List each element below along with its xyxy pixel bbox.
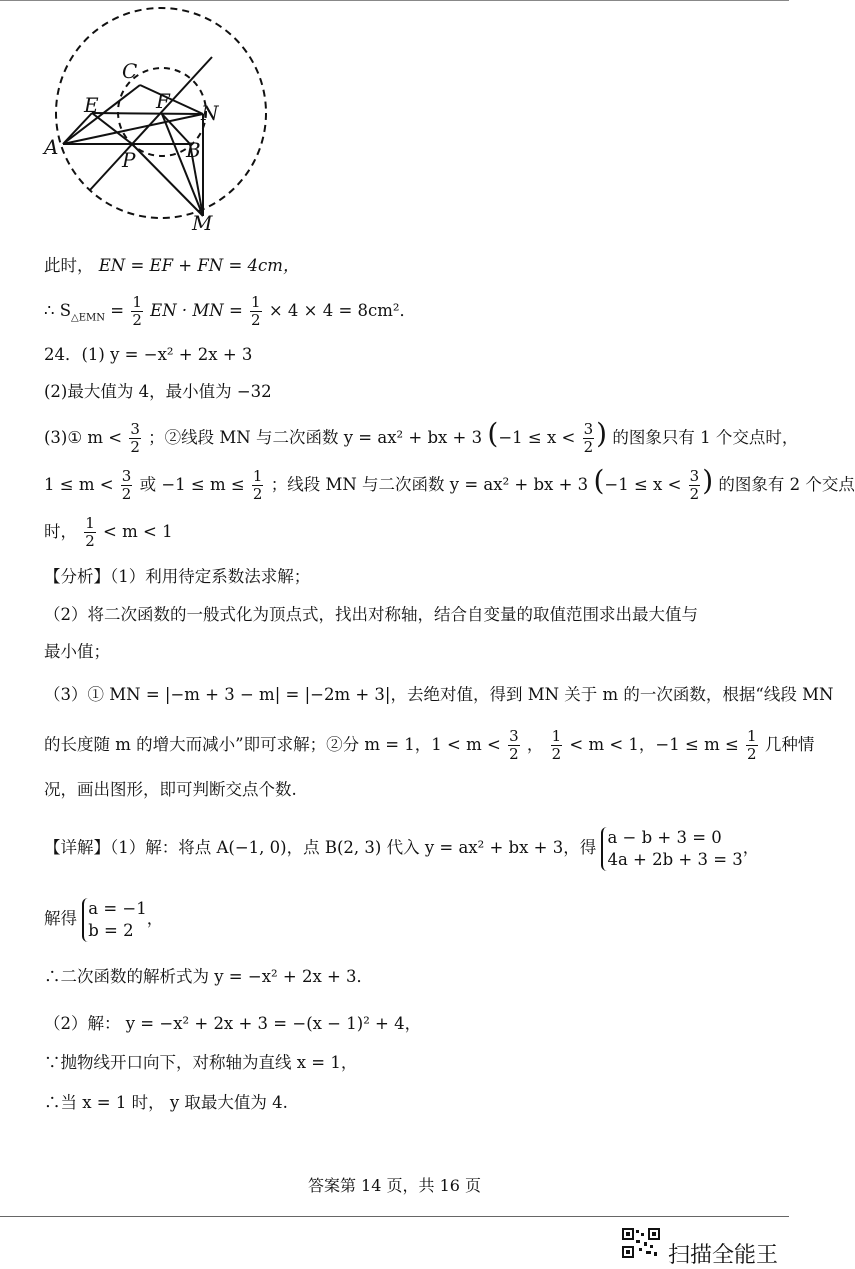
detail-4: （2）解： y = −x² + 2x + 3 = −(x − 1)² + 4，	[44, 1014, 422, 1033]
text: (3)① m <	[44, 428, 128, 447]
numerator: 1	[85, 514, 95, 532]
qr-code-icon	[622, 1228, 660, 1258]
numerator: 1	[252, 467, 263, 485]
text: ，	[526, 735, 544, 754]
equation: a = −1	[88, 898, 147, 918]
analysis-3b	[44, 727, 814, 763]
bottom-rule	[0, 1216, 789, 1217]
analysis-2a: （2）将二次函数的一般式化为顶点式，找出对称轴，结合自变量的取值范围求出最大值与	[44, 605, 698, 624]
denominator: 2	[85, 532, 95, 550]
numerator: 3	[583, 420, 594, 438]
q24-part1: 24．(1) y = −x² + 2x + 3	[44, 345, 253, 364]
text: 或 −1 ≤ m ≤	[139, 475, 250, 494]
line-at-this-time	[44, 255, 299, 277]
text: 的图象有 2 个交点	[718, 475, 855, 494]
text: < m < 1，−1 ≤ m ≤	[569, 735, 745, 754]
denominator: 2	[252, 485, 263, 503]
label-A: A	[44, 135, 59, 159]
fraction	[551, 728, 563, 763]
denominator: 2	[251, 311, 261, 329]
analysis-3c: 况，画出图形，即可判断交点个数.	[44, 780, 297, 799]
label-C: C	[122, 59, 138, 83]
paren: )	[702, 464, 714, 497]
q24-part3-line2	[44, 463, 855, 503]
analysis-3a: （3）① MN = |−m + 3 − m| = |−2m + 3|，去绝对值，得到 MN 关于 m 的一次函数，根据“线段 MN	[44, 685, 834, 704]
numerator: 1	[551, 727, 562, 745]
text: =	[105, 301, 130, 320]
label-N: N	[201, 101, 219, 125]
q24-part2: (2)最大值为 4，最小值为 −32	[44, 382, 272, 401]
fraction	[84, 515, 96, 550]
fraction	[508, 728, 520, 763]
denominator: 2	[689, 485, 700, 503]
denominator: 2	[551, 745, 562, 763]
analysis-2b: 最小值；	[44, 642, 110, 661]
text: 此时，	[44, 256, 94, 275]
top-rule	[0, 0, 789, 1]
label-E: E	[84, 93, 99, 117]
fraction	[689, 468, 701, 503]
text: 解得	[44, 909, 77, 928]
denominator: 2	[121, 485, 132, 503]
numerator: 1	[251, 293, 261, 311]
denominator: 2	[583, 438, 594, 456]
brand-text: 扫描全能王	[668, 1242, 779, 1268]
text: 的长度随 m 的增大而减小”即可求解；②分 m = 1，1 < m <	[44, 735, 507, 754]
fraction	[252, 468, 264, 503]
text: 几种情	[764, 735, 815, 754]
detail-2	[44, 897, 163, 942]
geometry-figure	[40, 2, 280, 234]
text: ∴ S	[44, 301, 72, 320]
math: EN = EF + FN = 4cm，	[98, 256, 300, 275]
numerator: 1	[132, 293, 142, 311]
math: × 4 × 4 = 8cm²．	[268, 301, 417, 320]
fraction	[129, 421, 141, 456]
paren: )	[596, 417, 608, 450]
text: ；线段 MN 与二次函数 y = ax² + bx + 3	[270, 475, 589, 494]
numerator: 1	[747, 727, 757, 745]
denominator: 2	[747, 745, 757, 763]
text: 【详解】（1）解：将点 A(−1, 0)，点 B(2, 3) 代入 y = ax² + bx + 3，得	[44, 838, 597, 857]
text: −1 ≤ x <	[498, 428, 581, 447]
label-B: B	[186, 138, 201, 162]
label-P: P	[122, 148, 136, 172]
label-F: F	[156, 89, 170, 113]
q24-part3-line3	[44, 514, 173, 550]
q24-part3-line1	[44, 416, 798, 456]
text: ，	[146, 909, 164, 928]
scanner-watermark	[622, 1228, 779, 1268]
subscript: △EMN	[71, 312, 106, 324]
text: 的图象只有 1 个交点时，	[612, 428, 799, 447]
numerator: 3	[130, 420, 140, 438]
paren: (	[593, 464, 605, 497]
math: EN · MN =	[150, 301, 249, 320]
equation-system	[82, 898, 146, 942]
fraction	[121, 468, 133, 503]
fraction	[131, 294, 143, 329]
detail-3: ∴二次函数的解析式为 y = −x² + 2x + 3．	[44, 967, 374, 986]
numerator: 3	[689, 467, 700, 485]
page-footer: 答案第 14 页，共 16 页	[307, 1176, 482, 1195]
equation: a − b + 3 = 0	[607, 827, 722, 847]
detail-6: ∴当 x = 1 时， y 取最大值为 4.	[44, 1093, 288, 1112]
equation-system	[601, 827, 742, 871]
denominator: 2	[132, 311, 142, 329]
denominator: 2	[509, 745, 519, 763]
fraction	[250, 294, 262, 329]
text: ，	[742, 838, 760, 857]
text: −1 ≤ x <	[604, 475, 687, 494]
line-area	[44, 294, 416, 335]
text: ；②线段 MN 与二次函数 y = ax² + bx + 3	[148, 428, 483, 447]
numerator: 3	[121, 467, 132, 485]
text: < m < 1	[103, 522, 173, 541]
analysis-title: 【分析】（1）利用待定系数法求解；	[44, 567, 311, 586]
text: 时，	[44, 522, 77, 541]
fraction	[746, 728, 758, 763]
label-M: M	[192, 211, 213, 235]
denominator: 2	[130, 438, 140, 456]
fraction	[583, 421, 595, 456]
numerator: 3	[509, 727, 519, 745]
equation: b = 2	[88, 920, 134, 940]
detail-1	[44, 826, 759, 871]
equation: 4a + 2b + 3 = 3	[607, 849, 743, 869]
detail-5: ∵抛物线开口向下，对称轴为直线 x = 1，	[44, 1053, 358, 1072]
paren: (	[487, 417, 499, 450]
text: 1 ≤ m <	[44, 475, 119, 494]
